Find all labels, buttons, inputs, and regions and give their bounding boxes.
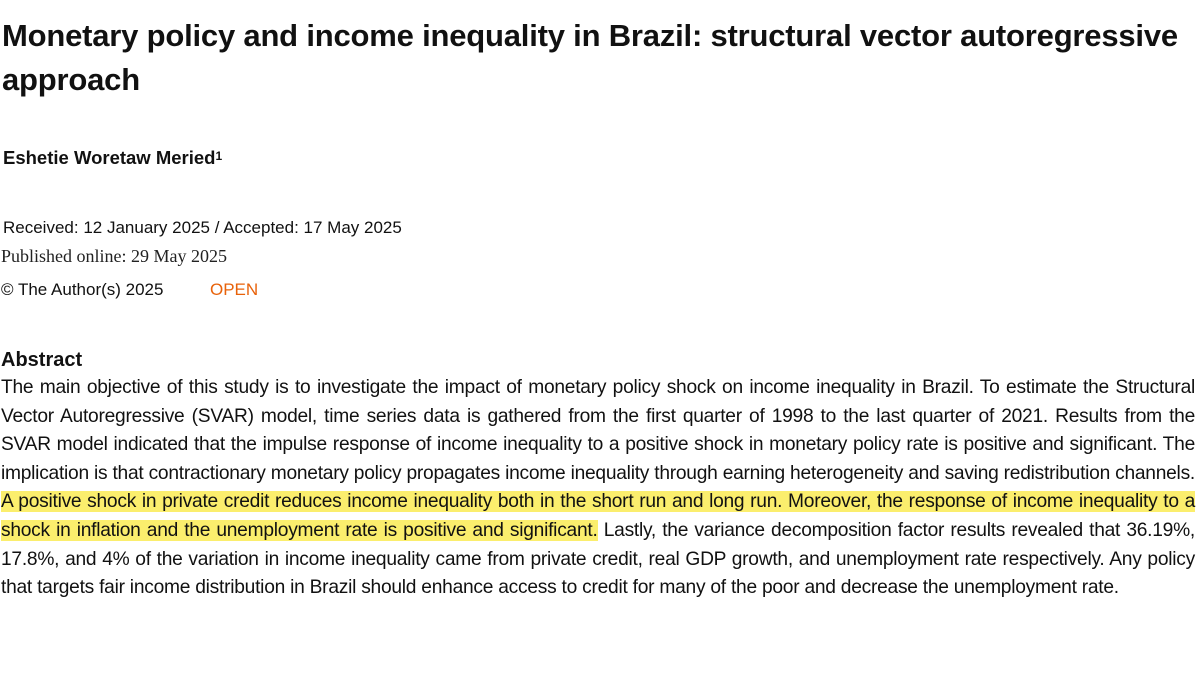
copyright-notice: © The Author(s) 2025 — [1, 280, 164, 299]
abstract-highlighted-text: A positive shock in private credit reduces income inequality both in the short run and long run. Moreover, the response of income inequality to a shock in inflation and the unemployment rate is positive and significant. — [1, 491, 1195, 541]
abstract-heading: Abstract — [1, 349, 83, 371]
affiliation-marker[interactable]: 1 — [215, 149, 223, 163]
open-access-label[interactable]: OPEN — [210, 280, 259, 299]
article-title: Monetary policy and income inequality in Brazil: structural vector autoregressive approach — [2, 18, 1178, 97]
received-accepted-dates: Received: 12 January 2025 / Accepted: 17 May 2025 — [3, 218, 402, 237]
author-line — [3, 146, 222, 170]
abstract-text-part-2: Lastly, the variance decomposition factor results revealed that 36.19%, 17.8%, and 4% of the variation in income inequality came from private credit, real GDP growth, and unemployment rate respectively. Any policy that targets fair income distribution in Brazil should enhance access to credit for many of the poor and decrease the unemployment rate. — [1, 519, 1195, 599]
author-name[interactable]: Eshetie Woretaw Meried — [3, 147, 216, 168]
abstract-text — [1, 374, 1195, 603]
published-online-date: Published online: 29 May 2025 — [1, 246, 227, 266]
abstract-text-part-1: The main objective of this study is to investigate the impact of monetary policy shock on income inequality in Brazil. To estimate the Structural Vector Autoregressive (SVAR) model, time series data is gathered from the first quarter of 1998 to the last quarter of 2021. Results from the SVAR model indicated that the impulse response of income inequality to a positive shock in monetary policy rate is positive and significant. The implication is that contractionary monetary policy propagates income inequality through earning heterogeneity and saving redistribution channels. — [1, 377, 1195, 484]
